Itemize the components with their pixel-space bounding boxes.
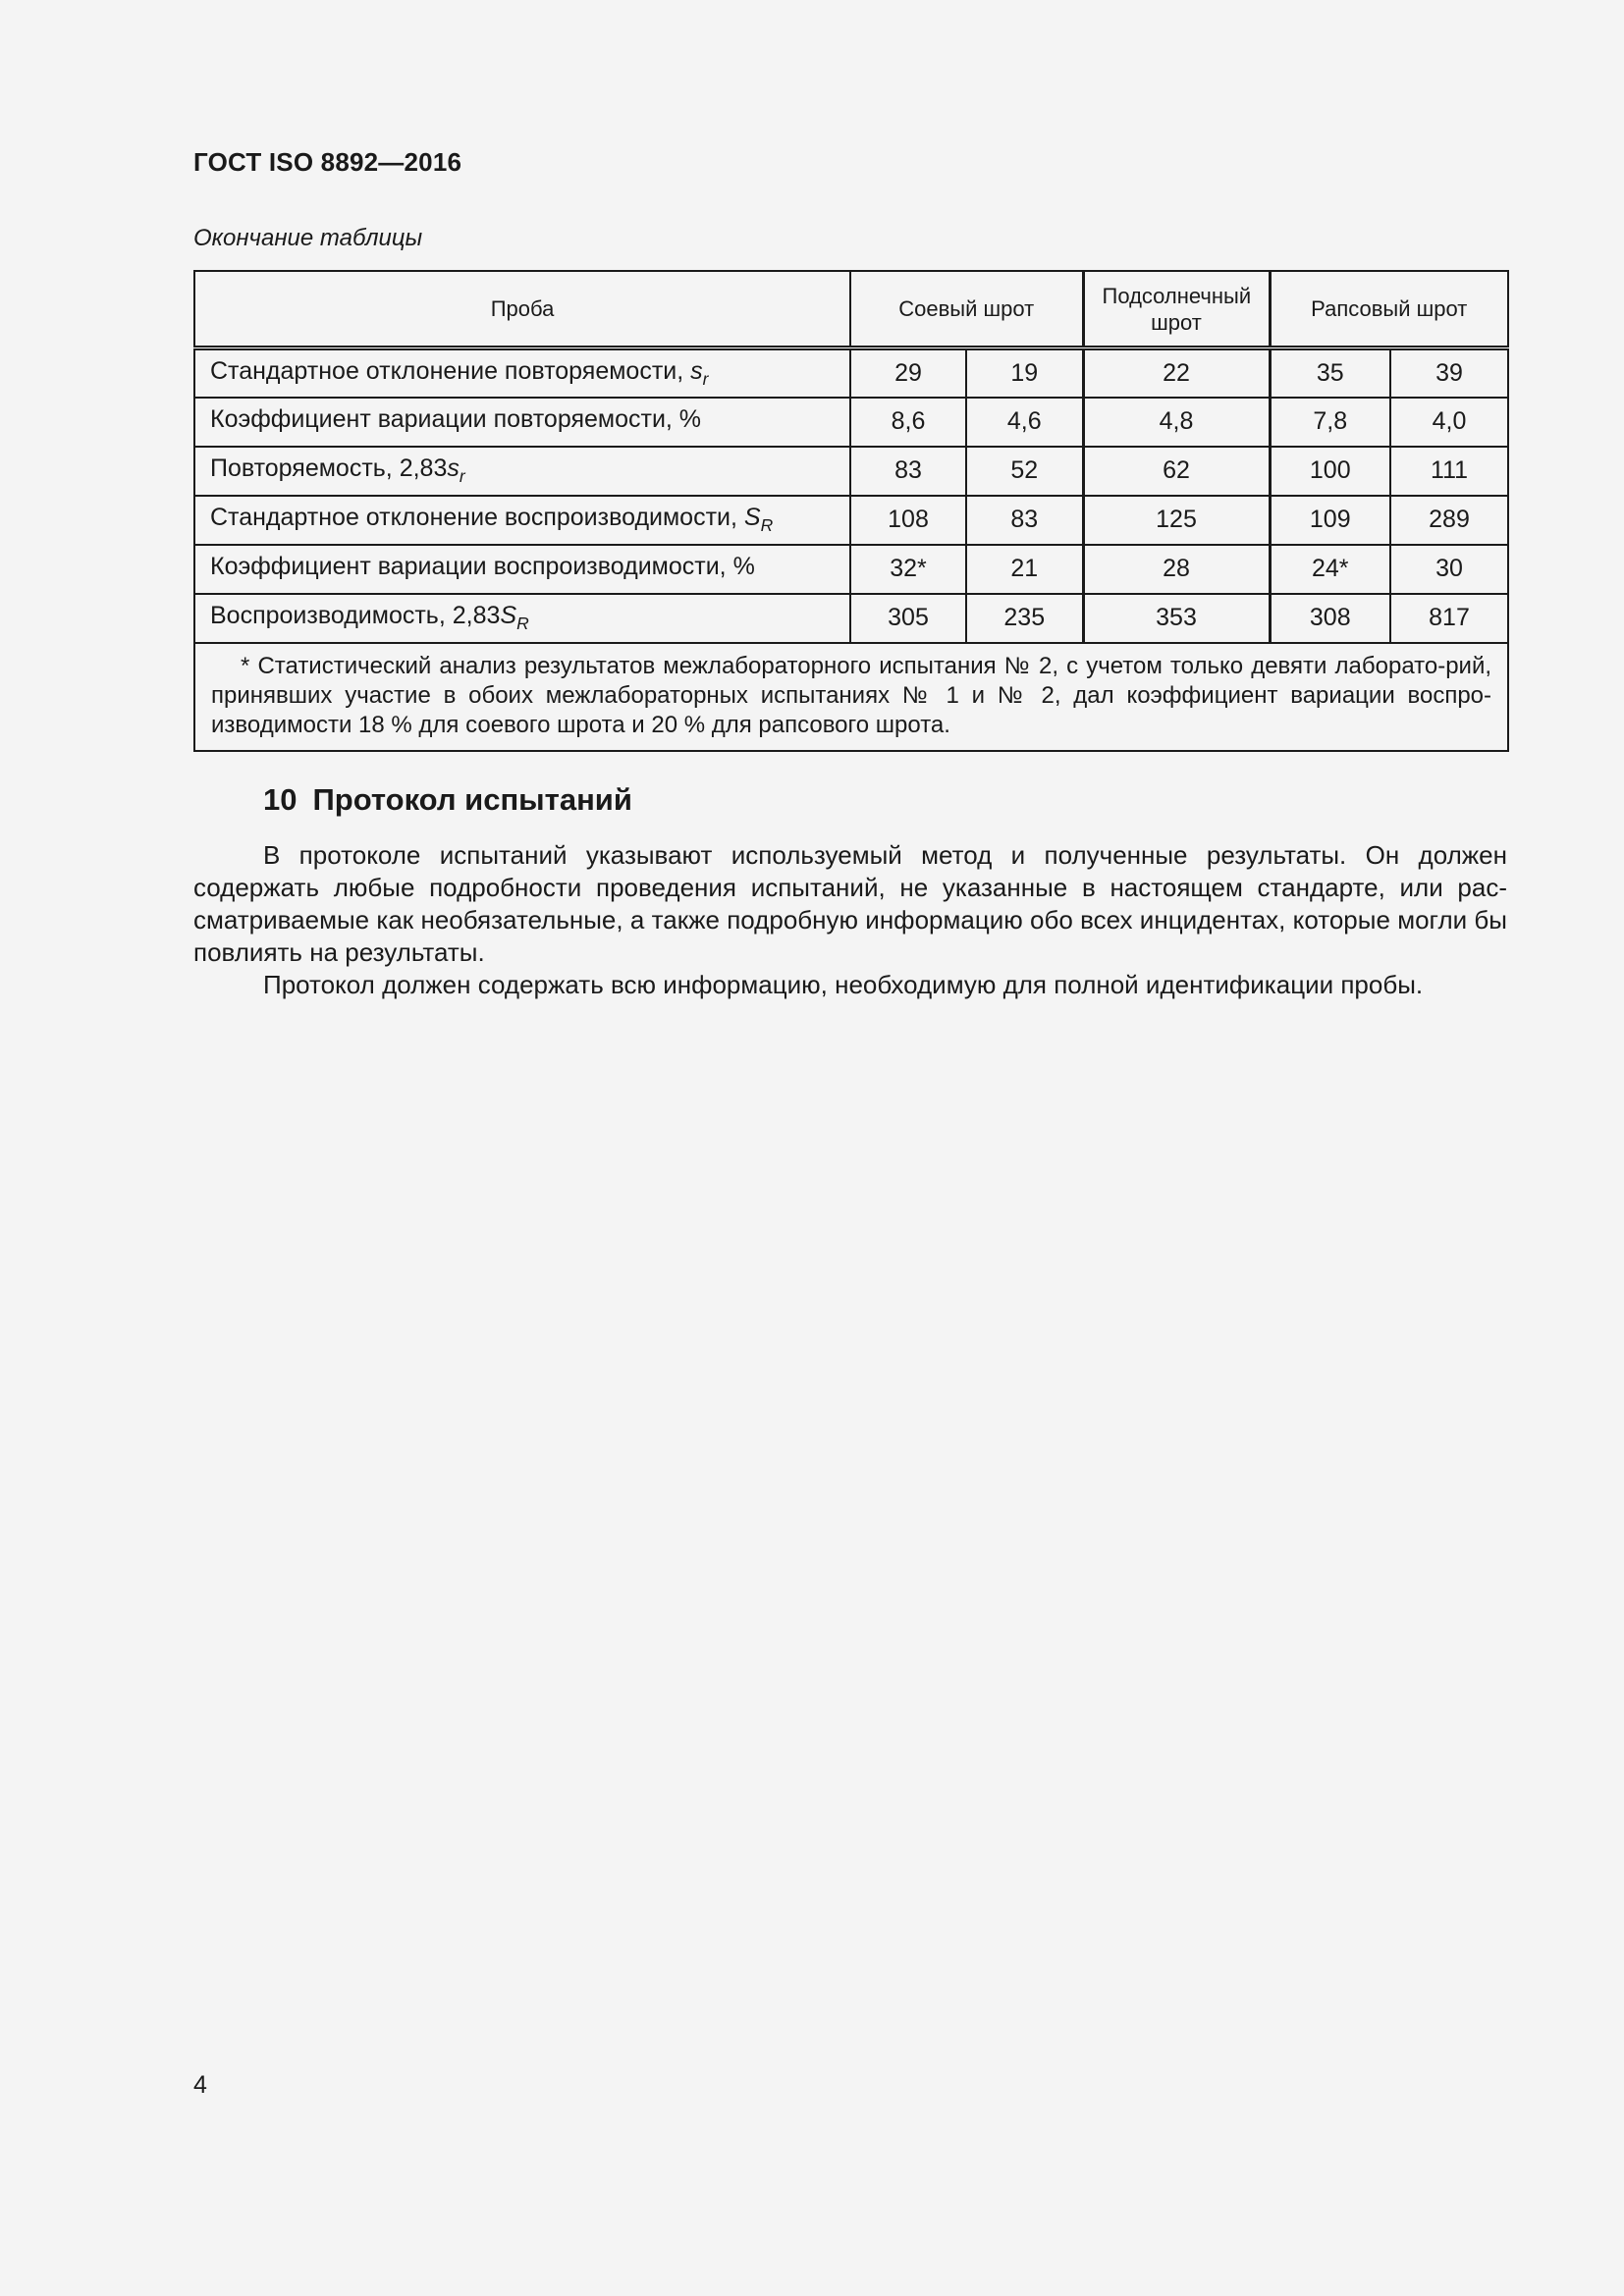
- cell-value: 235: [966, 594, 1083, 643]
- cell-value: 8,6: [850, 398, 966, 447]
- header-rapeseed: Рапсовый шрот: [1270, 271, 1508, 348]
- cell-value: 52: [966, 447, 1083, 496]
- cell-value: 111: [1390, 447, 1508, 496]
- table-footnote-row: [194, 643, 1508, 751]
- cell-value: 108: [850, 496, 966, 545]
- cell-value: 21: [966, 545, 1083, 594]
- row-label: Стандартное отклонение воспроизводимости, $S_R$: [194, 496, 850, 545]
- table-row: [194, 398, 1508, 447]
- cell-value: 22: [1083, 348, 1270, 398]
- cell-value: 305: [850, 594, 966, 643]
- cell-value: 100: [1270, 447, 1390, 496]
- header-sunflower: Подсолнечный шрот: [1083, 271, 1270, 348]
- row-label: Воспроизводимость, $2,83S_R$: [194, 594, 850, 643]
- cell-value: 109: [1270, 496, 1390, 545]
- cell-value: 4,0: [1390, 398, 1508, 447]
- table-row: [194, 496, 1508, 545]
- page-number: 4: [193, 2071, 207, 2099]
- cell-value: 353: [1083, 594, 1270, 643]
- cell-value: 62: [1083, 447, 1270, 496]
- cell-value: 4,6: [966, 398, 1083, 447]
- table-row: [194, 594, 1508, 643]
- cell-value: 30: [1390, 545, 1508, 594]
- header-sample: Проба: [194, 271, 850, 348]
- cell-value: 29: [850, 348, 966, 398]
- cell-value: 817: [1390, 594, 1508, 643]
- document-header: ГОСТ ISO 8892—2016: [193, 147, 462, 177]
- row-label: Стандартное отклонение повторяемости, $s_r$: [194, 348, 850, 398]
- cell-value: 4,8: [1083, 398, 1270, 447]
- cell-value: 19: [966, 348, 1083, 398]
- paragraph: Протокол должен содержать всю информацию, необходимую для полной идентификации пробы.: [263, 970, 1424, 999]
- paragraph: В протоколе испытаний указывают используемый метод и полученные результаты. Он должен содержать любые подробности проведения испытаний, не указанные в настоящем стандарте, или рас-сматриваемые как необязательные, а также подробную информацию обо всех инцидентах, которые могли бы повлиять на результаты.: [193, 840, 1507, 967]
- row-label: Коэффициент вариации повторяемости, %: [194, 398, 850, 447]
- cell-value: 39: [1390, 348, 1508, 398]
- section-title: Протокол испытаний: [312, 782, 632, 817]
- footnote-text: * Статистический анализ результатов межлабораторного испытания № 2, с учетом только девяти лаборато-рий, принявших участие в обоих межлабораторных испытаниях № 1 и № 2, дал коэффициент вариации воспро-изводимости 18 % для соевого шрота и 20 % для рапсового шрота.: [211, 652, 1492, 738]
- cell-value: 308: [1270, 594, 1390, 643]
- cell-value: 83: [850, 447, 966, 496]
- cell-value: 289: [1390, 496, 1508, 545]
- table-footnote: [194, 643, 1508, 751]
- precision-table: [193, 270, 1509, 752]
- table-row: [194, 348, 1508, 398]
- cell-value: 32*: [850, 545, 966, 594]
- cell-value: 125: [1083, 496, 1270, 545]
- section-heading: [263, 782, 632, 818]
- cell-value: 28: [1083, 545, 1270, 594]
- header-soy: Соевый шрот: [850, 271, 1083, 348]
- row-label: Повторяемость, $2,83s_r$: [194, 447, 850, 496]
- table-row: [194, 545, 1508, 594]
- section-body: [193, 839, 1507, 1001]
- cell-value: 24*: [1270, 545, 1390, 594]
- table-caption: Окончание таблицы: [193, 225, 423, 251]
- cell-value: 35: [1270, 348, 1390, 398]
- cell-value: 83: [966, 496, 1083, 545]
- table-row: [194, 447, 1508, 496]
- section-number: 10: [263, 782, 298, 817]
- row-label: Коэффициент вариации воспроизводимости, %: [194, 545, 850, 594]
- cell-value: 7,8: [1270, 398, 1390, 447]
- table-header-row: [194, 271, 1508, 348]
